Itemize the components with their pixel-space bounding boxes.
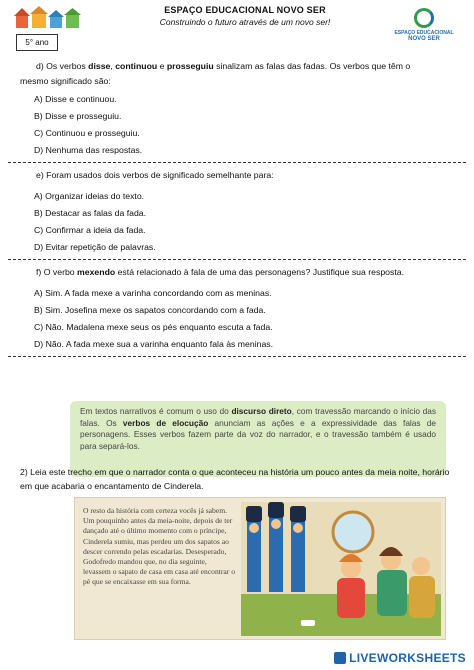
divider xyxy=(8,162,466,163)
liveworksheets-logo: LIVEWORKSHEETS xyxy=(334,650,466,666)
question-d-text: d) Os verbos disse, continuou e prosseguiu sinalizam as falas das fadas. Os verbos que têm o xyxy=(36,61,411,71)
divider xyxy=(8,356,466,357)
grade-label: 5° ano xyxy=(16,34,58,51)
school-logo xyxy=(392,8,456,52)
story-text: O resto da história com certeza vocês já sabem. Um pouquinho antes da meia-noite, depois de ter dançado até o último momento com o príncipe, Cinderela sumiu, mas perdeu um dos sapatos ao descer correndo pelas escadarias. Desesperado, Godofredo mandou que, no dia seguinte, levassem o sapato de casa em casa até encontrar o pé que se encaixasse em sua forma. xyxy=(83,506,236,587)
question-2-text: 2) Leia este trecho em que o narrador conta o que aconteceu na história um pouco antes da meia noite, horário em que acabaria o encantamento de Cinderela. xyxy=(20,467,450,491)
option-d-d[interactable]: D) Nenhuma das respostas. xyxy=(34,145,143,155)
question-d-line2: mesmo significado são: xyxy=(20,76,111,86)
option-f-a[interactable]: A) Sim. A fada mexe a varinha concordando com as meninas. xyxy=(34,288,272,298)
option-d-a[interactable]: A) Disse e continuou. xyxy=(34,94,117,104)
logo-line1: ESPAÇO EDUCACIONAL xyxy=(394,30,454,36)
worksheet-content xyxy=(0,56,474,363)
option-e-d[interactable]: D) Evitar repetição de palavras. xyxy=(34,242,156,252)
decorative-houses-icon xyxy=(14,6,82,30)
question-e-text: e) Foram usados dois verbos de significado semelhante para: xyxy=(36,170,274,180)
liveworksheets-icon xyxy=(334,652,346,664)
school-tagline: Construindo o futuro através de um novo ser! xyxy=(159,17,331,27)
option-e-b[interactable]: B) Destacar as falas da fada. xyxy=(34,208,147,218)
logo-line2: NOVO SER xyxy=(408,36,440,42)
story-excerpt xyxy=(74,497,446,640)
logo-icon xyxy=(414,8,434,28)
cinderella-illustration xyxy=(241,502,441,636)
option-e-c[interactable]: C) Confirmar a ideia da fada. xyxy=(34,225,146,235)
info-box: Em textos narrativos é comum o uso do discurso direto, com travessão marcando o início das falas. Os verbos de elocução anunciam as ações e a expressividade das falas de personagens. Esses verbos fazem parte da voz do narrador, e o travessão também é usado para separá-los. xyxy=(70,401,446,477)
divider xyxy=(8,259,466,260)
question-f-text: f) O verbo mexendo está relacionado à fala de uma das personagens? Justifique sua resposta. xyxy=(36,267,404,277)
option-d-b[interactable]: B) Disse e prosseguiu. xyxy=(34,111,122,121)
page-header xyxy=(0,0,474,56)
option-f-b[interactable]: B) Sim. Josefina mexe os sapatos concordando com a fada. xyxy=(34,305,266,315)
option-d-c[interactable]: C) Continuou e prosseguiu. xyxy=(34,128,140,138)
option-f-d[interactable]: D) Não. A fada mexe sua a varinha enquanto fala às meninas. xyxy=(34,339,274,349)
option-f-c[interactable]: C) Não. Madalena mexe seus os pés enquanto escuta a fada. xyxy=(34,322,273,332)
option-e-a[interactable]: A) Organizar ideias do texto. xyxy=(34,191,145,201)
school-name: ESPAÇO EDUCACIONAL NOVO SER xyxy=(164,5,326,15)
